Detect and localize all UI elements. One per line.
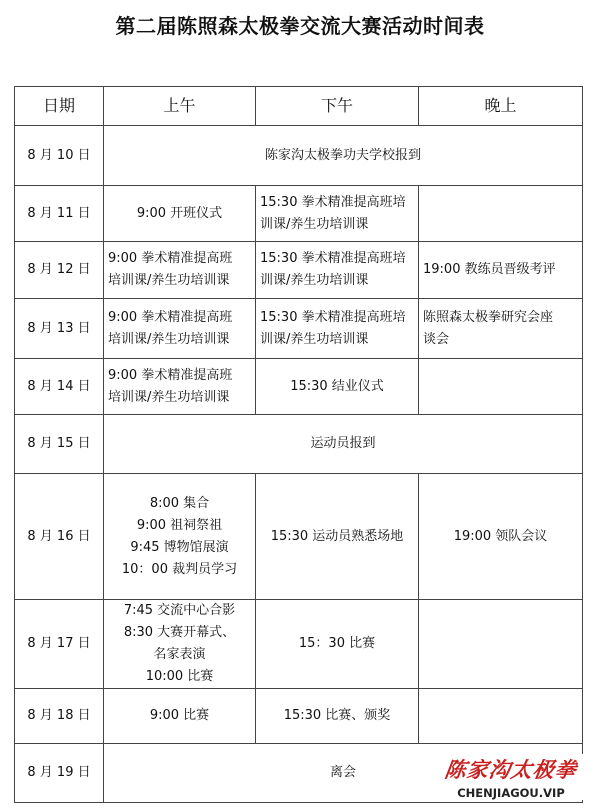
- afternoon-line: 15：30 比赛: [298, 636, 376, 651]
- table-row: [15, 689, 583, 744]
- date-cell: 8 月 17 日: [15, 600, 104, 689]
- date-cell: 8 月 19 日: [15, 744, 104, 803]
- afternoon-line: 15:30 拳术精准提高班培: [260, 251, 406, 266]
- span-cell: 离会: [104, 744, 583, 803]
- date-cell: 8 月 11 日: [15, 186, 104, 242]
- header-morning: 上午: [104, 87, 256, 126]
- evening-cell: [419, 242, 583, 299]
- morning-line: 8:00 集合: [149, 495, 210, 511]
- date-cell: 8 月 15 日: [15, 415, 104, 474]
- morning-cell: [104, 600, 256, 689]
- schedule-table: [14, 86, 583, 803]
- date-cell: 8 月 12 日: [15, 242, 104, 299]
- table-row: [15, 186, 583, 242]
- morning-line: 9:00 比赛: [149, 708, 210, 723]
- table-row: [15, 359, 583, 415]
- afternoon-line: 训课/养生功培训课: [260, 216, 369, 232]
- evening-line: 谈会: [423, 331, 450, 347]
- table-row: [15, 474, 583, 600]
- morning-line: 名家表演: [153, 647, 206, 662]
- evening-line: 19:00 领队会议: [453, 528, 548, 544]
- morning-line: 10：00 裁判员学习: [121, 561, 238, 577]
- table-row: [15, 126, 583, 186]
- afternoon-cell: [256, 474, 419, 600]
- morning-line: 培训课/养生功培训课: [108, 389, 230, 405]
- evening-cell: [419, 474, 583, 600]
- morning-line: 9:00 拳术精准提高班: [108, 309, 233, 325]
- morning-line: 9:00 开班仪式: [136, 205, 223, 221]
- afternoon-line: 15:30 运动员熟悉场地: [270, 528, 404, 544]
- page-title: 第二届陈照森太极拳交流大赛活动时间表: [115, 14, 485, 38]
- morning-line: 9:45 博物馆展演: [130, 539, 229, 555]
- header-row: [15, 87, 583, 126]
- morning-cell: [104, 186, 256, 242]
- date-cell: 8 月 13 日: [15, 299, 104, 359]
- afternoon-line: 15:30 比赛、颁奖: [283, 708, 391, 723]
- afternoon-line: 15:30 拳术精准提高班培: [260, 194, 406, 210]
- morning-line: 9:00 拳术精准提高班: [108, 251, 233, 266]
- date-cell: 8 月 18 日: [15, 689, 104, 744]
- morning-line: 9:00 拳术精准提高班: [108, 367, 233, 383]
- evening-cell: [419, 359, 583, 415]
- morning-line: 培训课/养生功培训课: [108, 273, 230, 288]
- morning-cell: [104, 242, 256, 299]
- afternoon-cell: [256, 689, 419, 744]
- afternoon-cell: [256, 242, 419, 299]
- afternoon-cell: [256, 600, 419, 689]
- morning-line: 7:45 交流中心合影: [123, 603, 236, 618]
- morning-line: 9:00 祖祠祭祖: [136, 517, 223, 533]
- date-cell: 8 月 10 日: [15, 126, 104, 186]
- afternoon-cell: [256, 359, 419, 415]
- evening-cell: [419, 186, 583, 242]
- date-cell: 8 月 16 日: [15, 474, 104, 600]
- evening-cell: [419, 299, 583, 359]
- logo-url-text: CHENJIAGOU.VIP: [457, 786, 565, 800]
- morning-cell: [104, 689, 256, 744]
- afternoon-line: 15:30 拳术精准提高班培: [260, 309, 406, 325]
- afternoon-cell: [256, 186, 419, 242]
- afternoon-cell: [256, 299, 419, 359]
- morning-line: 8:30 大赛开幕式、: [123, 625, 236, 640]
- morning-line: 10:00 比赛: [145, 669, 214, 684]
- morning-cell: [104, 474, 256, 600]
- morning-cell: [104, 299, 256, 359]
- evening-line: 陈照森太极拳研究会座: [423, 309, 554, 325]
- span-cell: 陈家沟太极拳功夫学校报到: [104, 126, 583, 186]
- evening-cell: [419, 689, 583, 744]
- evening-cell: [419, 600, 583, 689]
- afternoon-line: 15:30 结业仪式: [290, 378, 384, 394]
- header-date: 日期: [15, 87, 104, 126]
- table-row: [15, 600, 583, 689]
- table-row: [15, 299, 583, 359]
- logo-script-text: 陈家沟太极拳: [443, 757, 579, 782]
- header-afternoon: 下午: [256, 87, 419, 126]
- date-cell: 8 月 14 日: [15, 359, 104, 415]
- table-row: [15, 415, 583, 474]
- table-row: [15, 242, 583, 299]
- evening-line: 19:00 教练员晋级考评: [423, 262, 556, 277]
- span-cell: 运动员报到: [104, 415, 583, 474]
- site-logo: [436, 754, 586, 800]
- afternoon-line: 训课/养生功培训课: [260, 273, 369, 288]
- afternoon-line: 训课/养生功培训课: [260, 331, 369, 347]
- morning-line: 培训课/养生功培训课: [108, 331, 230, 347]
- morning-cell: [104, 359, 256, 415]
- header-evening: 晚上: [419, 87, 583, 126]
